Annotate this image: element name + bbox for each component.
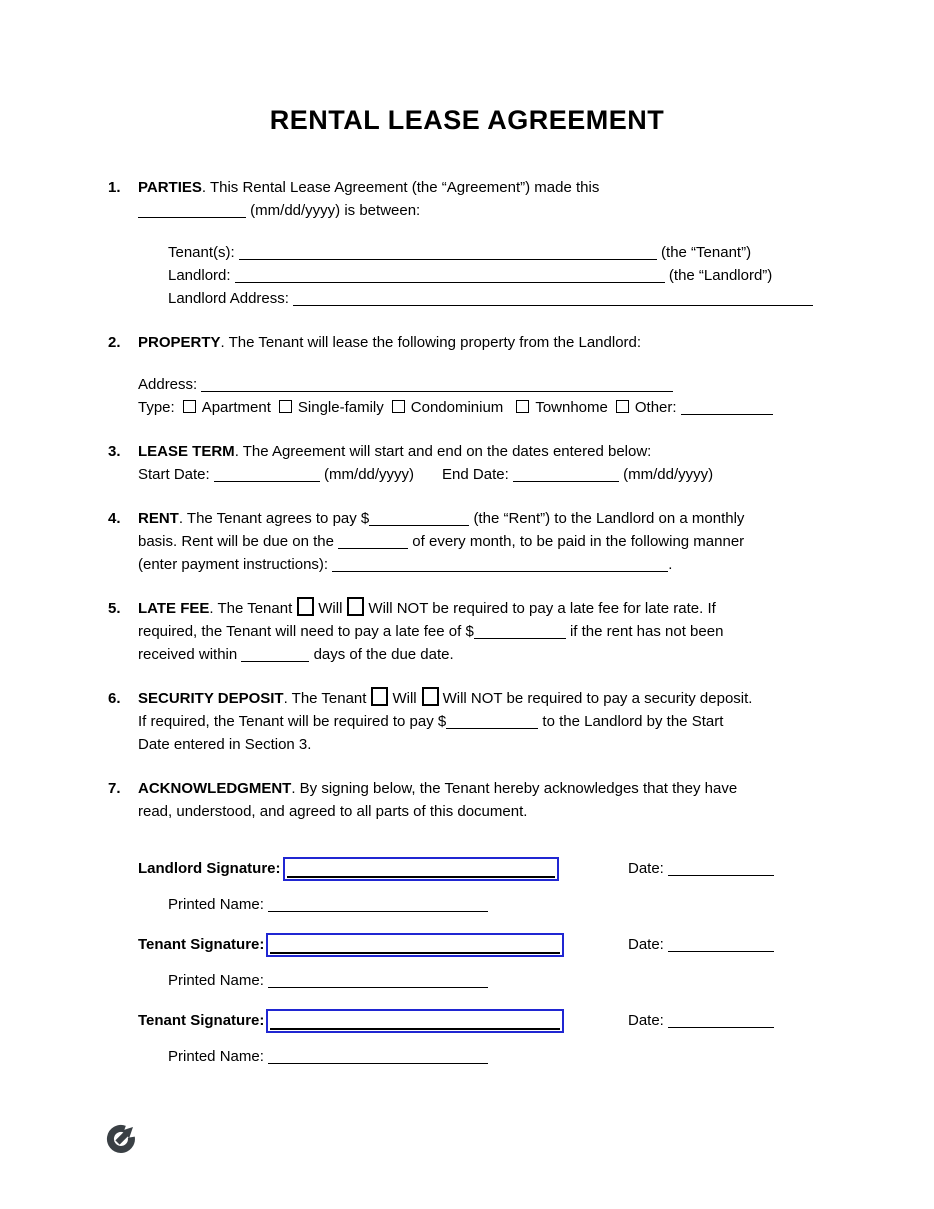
tenant-name-blank [239,244,657,260]
section-number-3: 3. [108,443,121,460]
rent-line-2 [138,530,826,553]
heading-property: PROPERTY [138,334,221,351]
security-deposit-line-1 [138,687,826,710]
security-deposit-line-3 [138,733,826,756]
acknowledgment-line-2-text: read, understood, and agreed to all parts of this document. [138,803,528,820]
parties-line-2 [138,199,826,222]
security-deposit-line-3-text: Date entered in Section 3. [138,736,312,753]
signature-line [270,952,560,954]
rent-line-3 [138,553,826,576]
security-deposit-line-2-rest: to the Landlord by the Start [542,713,724,730]
rent-line-2-rest: of every month, to be paid in the following manner [412,533,745,550]
section-security-deposit [108,687,826,756]
agreement-date-blank [138,202,246,218]
property-address-line [138,373,826,396]
payment-instructions-label: (enter payment instructions): [138,556,329,573]
lease-term-intro-text: . The Agreement will start and end on the dates entered below: [234,443,652,460]
tenant-signature-field-2[interactable] [266,1009,564,1033]
document-title: RENTAL LEASE AGREEMENT [269,105,665,135]
start-date-label: Start Date: [138,466,210,483]
property-fields-block [138,373,826,419]
rent-amount-blank [369,510,469,526]
landlord-name-line [168,264,826,287]
late-fee-line-2-rest: if the rent has not been [569,623,724,640]
circular-arrow-logo-icon [106,1120,140,1154]
landlord-signature-field[interactable] [283,857,559,881]
section-number-6: 6. [108,690,121,707]
rent-line-1-rest: (the “Rent”) to the Landlord on a monthly [473,510,745,527]
late-fee-will-text: Will [318,600,343,617]
parties-intro-text: . This Rental Lease Agreement (the “Agreement”) made this [201,179,600,196]
property-line-1 [138,331,826,354]
type-option-condominium: Condominium [410,399,504,416]
checkbox-late-fee-will-not [347,597,364,616]
property-address-label: Address: [138,376,198,393]
checkbox-deposit-will [371,687,388,706]
tenant-date-blank-1 [668,936,774,952]
landlord-printed-name-blank [268,896,488,912]
late-fee-line-2-pre: required, the Tenant will need to pay a late fee of $ [138,623,474,640]
late-fee-will-not-text: Will NOT be required to pay a late fee for late rate. If [368,600,716,617]
tenant-signature-label-2: Tenant Signature: [138,1012,265,1029]
type-option-single-family: Single-family [297,399,384,416]
section-number-2: 2. [108,334,121,351]
late-fee-amount-blank [474,623,566,639]
landlord-signature-row [138,856,826,882]
deposit-will-text: Will [392,690,417,707]
tenant-signature-field-1[interactable] [266,933,564,957]
late-fee-line-3-rest: days of the due date. [313,646,454,663]
acknowledgment-line-1 [138,777,826,800]
tenant-date-label-1: Date: [628,936,664,953]
checkbox-townhome [516,400,529,413]
tenant-signature-block-2 [138,1008,826,1068]
checkbox-other [616,400,629,413]
tenant-printed-name-blank-1 [268,972,488,988]
tenant-printed-name-label-2: Printed Name: [168,1048,264,1065]
tenant-signature-row-2 [138,1008,826,1034]
signature-line [287,876,555,878]
start-date-blank [214,466,320,482]
property-type-line [138,396,826,419]
landlord-address-blank [293,290,813,306]
section-number-7: 7. [108,780,121,797]
checkbox-condominium [392,400,405,413]
payment-instructions-blank [332,556,668,572]
tenant-signature-label-1: Tenant Signature: [138,936,265,953]
section-property [108,331,826,419]
late-fee-intro-text: . The Tenant [209,600,293,617]
rent-due-day-blank [338,533,408,549]
signature-area [138,856,826,1068]
type-option-townhome: Townhome [535,399,608,416]
tenant-suffix-text: (the “Tenant”) [661,244,752,261]
deposit-will-not-text: Will NOT be required to pay a security deposit. [442,690,753,707]
section-parties [108,176,826,310]
parties-names-block [168,241,826,310]
acknowledgment-intro-text: . By signing below, the Tenant hereby acknowledges that they have [291,780,738,797]
tenant-signature-block-1 [138,932,826,992]
checkbox-late-fee-will [297,597,314,616]
tenant-label: Tenant(s): [168,244,235,261]
landlord-printed-name-row [168,893,826,916]
checkbox-single-family [279,400,292,413]
tenant-name-line [168,241,826,264]
rent-line-3-period: . [668,556,673,573]
late-fee-line-2 [138,620,826,643]
section-late-fee [108,597,826,666]
deposit-amount-blank [446,713,538,729]
landlord-label: Landlord: [168,267,231,284]
signature-line [270,1028,560,1030]
section-lease-term [108,440,826,486]
landlord-address-line [168,287,826,310]
heading-security-deposit: SECURITY DEPOSIT [138,690,284,707]
tenant-printed-name-blank-2 [268,1048,488,1064]
property-address-blank [201,376,673,392]
security-deposit-line-2-pre: If required, the Tenant will be required to pay $ [138,713,447,730]
heading-parties: PARTIES [138,179,202,196]
tenant-printed-name-label-1: Printed Name: [168,972,264,989]
checkbox-apartment [183,400,196,413]
landlord-signature-block [138,856,826,916]
parties-line-1 [138,176,826,199]
acknowledgment-line-2 [138,800,826,823]
landlord-signature-label: Landlord Signature: [138,860,281,877]
type-option-other: Other: [634,399,677,416]
lease-term-line-1 [138,440,826,463]
landlord-date-label: Date: [628,860,664,877]
type-option-apartment: Apartment [201,399,271,416]
rent-line-2-pre: basis. Rent will be due on the [138,533,334,550]
property-intro-text: . The Tenant will lease the following property from the Landlord: [220,334,642,351]
landlord-suffix-text: (the “Landlord”) [668,267,773,284]
end-date-blank [513,466,619,482]
heading-acknowledgment: ACKNOWLEDGMENT [138,780,292,797]
landlord-address-label: Landlord Address: [168,290,289,307]
landlord-printed-name-label: Printed Name: [168,896,264,913]
landlord-name-blank [235,267,665,283]
rent-line-1 [138,507,826,530]
late-fee-line-3 [138,643,826,666]
end-date-format: (mm/dd/yyyy) [623,466,714,483]
tenant-signature-row-1 [138,932,826,958]
tenant-date-group-1 [628,932,774,958]
late-fee-line-3-pre: received within [138,646,238,663]
security-deposit-line-2 [138,710,826,733]
heading-late-fee: LATE FEE [138,600,210,617]
late-fee-days-blank [241,646,309,662]
tenant-printed-name-row-2 [168,1045,826,1068]
heading-lease-term: LEASE TERM [138,443,235,460]
section-number-4: 4. [108,510,121,527]
start-date-format: (mm/dd/yyyy) [324,466,415,483]
tenant-printed-name-row-1 [168,969,826,992]
parties-date-format-text: (mm/dd/yyyy) is between: [250,202,421,219]
heading-rent: RENT [138,510,179,527]
checkbox-deposit-will-not [422,687,439,706]
tenant-date-label-2: Date: [628,1012,664,1029]
end-date-label: End Date: [442,466,509,483]
tenant-date-group-2 [628,1008,774,1034]
tenant-date-blank-2 [668,1012,774,1028]
landlord-date-group [628,856,774,882]
late-fee-line-1 [138,597,826,620]
section-number-5: 5. [108,600,121,617]
security-deposit-intro-text: . The Tenant [283,690,367,707]
section-number-1: 1. [108,179,121,196]
section-acknowledgment [108,777,826,823]
rent-intro-text: . The Tenant agrees to pay $ [178,510,370,527]
landlord-date-blank [668,860,774,876]
section-rent [108,507,826,576]
property-type-label: Type: [138,399,175,416]
lease-term-dates-line [138,463,826,486]
type-other-blank [681,399,773,415]
